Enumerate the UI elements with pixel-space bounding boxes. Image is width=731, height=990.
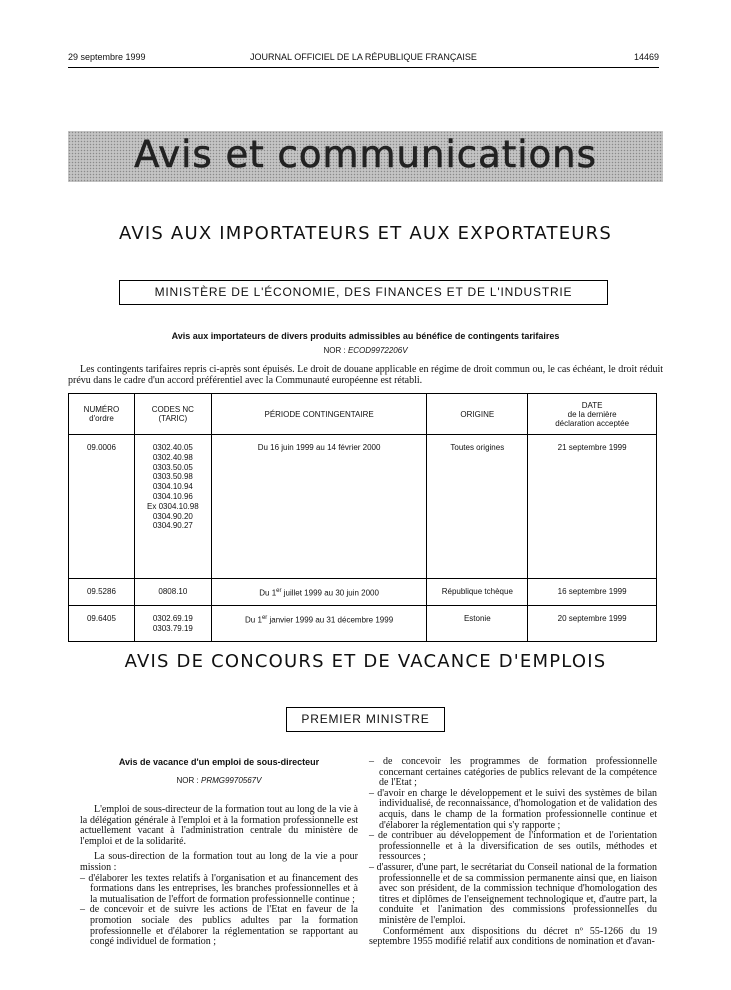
list-item: – d'assurer, d'une part, le secrétariat du Conseil national de la formation professionnelle et de sa commission permanente ainsi que, en liaison avec son président, de la commission technique d'homologation des titres et diplômes de l'enseignement technologique et, d'autre part, la conduite et l'animation des commissions professionnelles du ministère de l'emploi. bbox=[369, 863, 657, 927]
cell-codes: 0302.40.05 0302.40.98 0303.50.05 0303.50.98 0304.10.94 0304.10.96 Ex 0304.10.98 0304.90.20 0304.90.27 bbox=[134, 435, 211, 579]
journal-title: JOURNAL OFFICIEL DE LA RÉPUBLIQUE FRANÇAISE bbox=[250, 52, 477, 62]
list-item: – de concevoir les programmes de formation professionnelle concernant certaines catégories de publics relevant de la compétence de l'Etat ; bbox=[369, 757, 657, 789]
cell-numero: 09.0006 bbox=[69, 435, 135, 579]
ministry-box: MINISTÈRE DE L'ÉCONOMIE, DES FINANCES ET DE L'INDUSTRIE bbox=[119, 280, 608, 305]
vacancy-nor: NOR : PRMG9970567V bbox=[176, 776, 262, 785]
col-numero: NUMÉRO d'ordre bbox=[69, 394, 135, 435]
cell-periode: Du 1er janvier 1999 au 31 décembre 1999 bbox=[211, 606, 427, 642]
cell-codes: 0302.69.19 0303.79.19 bbox=[134, 606, 211, 642]
cell-periode: Du 1er juillet 1999 au 30 juin 2000 bbox=[211, 579, 427, 606]
notice-nor bbox=[0, 346, 731, 355]
quota-table bbox=[68, 393, 657, 642]
table-row bbox=[69, 579, 657, 606]
table-row bbox=[69, 435, 657, 579]
right-column bbox=[369, 757, 657, 948]
cell-numero: 09.6405 bbox=[69, 606, 135, 642]
header-date: 29 septembre 1999 bbox=[68, 52, 146, 62]
col-periode: PÉRIODE CONTINGENTAIRE bbox=[211, 394, 427, 435]
table-header-row bbox=[69, 394, 657, 435]
paragraph: Conformément aux dispositions du décret nº 55-1266 du 19 septembre 1955 modifié relatif aux conditions de nomination et d'avan- bbox=[369, 925, 657, 948]
paragraph: L'emploi de sous-directeur de la formation tout au long de la vie à la délégation générale à l'emploi et à la formation professionnelle est actuellement vacant à l'administration centrale du ministère de l'emploi et de la solidarité. bbox=[80, 804, 358, 847]
cell-origine: République tchèque bbox=[427, 579, 528, 606]
table-row bbox=[69, 606, 657, 642]
cell-periode: Du 16 juin 1999 au 14 février 2000 bbox=[211, 435, 427, 579]
list-item: – de concevoir et de suivre les actions de l'Etat en faveur de la promotion sociale des publics adultes par la formation professionnelle et d'élaborer la réglementation se rapportant au congé individuel de formation ; bbox=[80, 905, 358, 947]
col-date: DATE de la dernière déclaration acceptée bbox=[528, 394, 657, 435]
left-column bbox=[80, 757, 358, 948]
cell-origine: Toutes origines bbox=[427, 435, 528, 579]
section-heading-concours: AVIS DE CONCOURS ET DE VACANCE D'EMPLOIS bbox=[124, 651, 607, 672]
page-header bbox=[68, 52, 659, 66]
cell-date: 20 septembre 1999 bbox=[528, 606, 657, 642]
paragraph: La sous-direction de la formation tout au long de la vie a pour mission : bbox=[80, 851, 358, 873]
vacancy-title: Avis de vacance d'un emploi de sous-directeur bbox=[118, 757, 320, 767]
list-item: – d'avoir en charge le développement et le suivi des systèmes de bilan individualisé, de reconnaissance, d'homologation et de validation des acquis, dans le champ de la formation professionnelle continue et d'élaborer la réglementation qui s'y rapporte ; bbox=[369, 789, 657, 831]
notice-title: Avis aux importateurs de divers produits admissibles au bénéfice de contingents tarifaires bbox=[171, 331, 560, 341]
cell-date: 21 septembre 1999 bbox=[528, 435, 657, 579]
notice-body: Les contingents tarifaires repris ci-après sont épuisés. Le droit de douane applicable en régime de droit commun ou, le cas échéant, le droit réduit prévu dans le cadre d'un accord préférentiel avec la Communauté européenne est rétabli. bbox=[68, 364, 663, 386]
section-heading-importers: AVIS AUX IMPORTATEURS ET AUX EXPORTATEURS bbox=[119, 223, 612, 244]
cell-origine: Estonie bbox=[427, 606, 528, 642]
list-item: – de contribuer au développement de l'information et de l'orientation professionnelle et à la diversification de ses outils, méthodes et ressources ; bbox=[369, 831, 657, 863]
premier-ministre-box: PREMIER MINISTRE bbox=[286, 707, 445, 732]
cell-codes: 0808.10 bbox=[134, 579, 211, 606]
nor-value: ECOD9972206V bbox=[347, 346, 408, 355]
nor-label: NOR : bbox=[323, 346, 346, 355]
page-number: 14469 bbox=[633, 52, 659, 62]
header-rule bbox=[68, 67, 659, 68]
cell-date: 16 septembre 1999 bbox=[528, 579, 657, 606]
section-banner bbox=[68, 131, 663, 182]
banner-title: Avis et communications bbox=[134, 133, 597, 176]
cell-numero: 09.5286 bbox=[69, 579, 135, 606]
col-origine: ORIGINE bbox=[427, 394, 528, 435]
list-item: – d'élaborer les textes relatifs à l'organisation et au financement des formations dans les entreprises, les branches professionnelles et à la mutualisation de l'effort de formation professionnelle continue ; bbox=[80, 874, 358, 906]
col-codes: CODES NC (TARIC) bbox=[134, 394, 211, 435]
